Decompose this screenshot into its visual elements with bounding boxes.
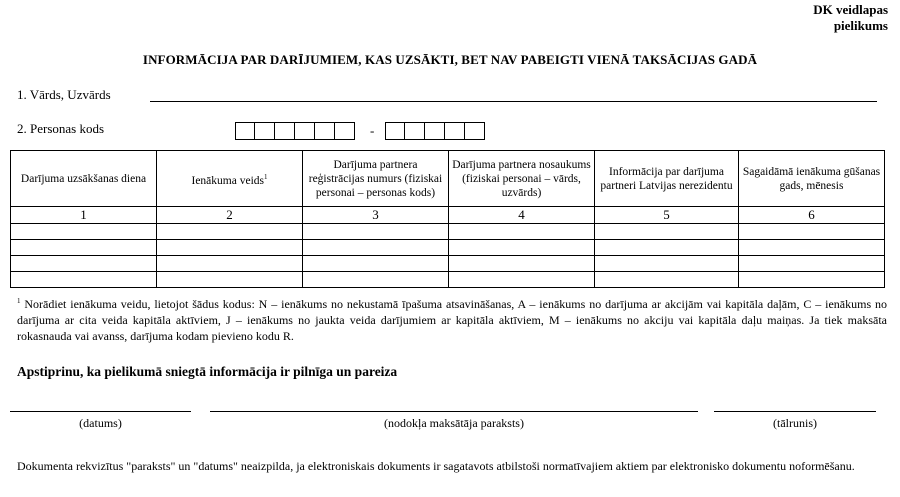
header-income-type xyxy=(157,151,303,207)
code-cell[interactable] xyxy=(235,122,255,140)
table-cell[interactable] xyxy=(157,272,303,288)
table-cell[interactable] xyxy=(595,272,739,288)
code-cell[interactable] xyxy=(465,122,485,140)
table-cell[interactable] xyxy=(11,240,157,256)
col-number: 2 xyxy=(157,207,303,224)
code-separator: - xyxy=(370,123,375,138)
table-cell[interactable] xyxy=(303,272,449,288)
header-footnote-mark: 1 xyxy=(264,172,268,181)
signature-line[interactable] xyxy=(210,411,698,412)
page-title: INFORMĀCIJA PAR DARĪJUMIEM, KAS UZSĀKTI, BET NAV PABEIGTI VIENĀ TAKSĀCIJAS GADĀ xyxy=(142,52,758,67)
footnote-mark: 1 xyxy=(17,297,21,305)
signature-label: (nodokļa maksātāja paraksts) xyxy=(384,416,524,430)
table-row xyxy=(11,240,885,256)
table-cell[interactable] xyxy=(303,224,449,240)
table-cell[interactable] xyxy=(11,272,157,288)
table-cell[interactable] xyxy=(449,272,595,288)
table-cell[interactable] xyxy=(11,256,157,272)
table-cell[interactable] xyxy=(739,240,885,256)
code-cell[interactable] xyxy=(405,122,425,140)
table-cell[interactable] xyxy=(157,256,303,272)
personal-code-part1[interactable] xyxy=(235,122,355,140)
electronic-document-note: Dokumenta rekvizītus "paraksts" un "datums" neaizpilda, ja elektroniskais dokuments ir sagatavots atbilstoši normatīvajiem aktiem par elektronisko dokumentu noformēšanu. xyxy=(17,459,855,473)
table-cell[interactable] xyxy=(11,224,157,240)
name-label: 1. Vārds, Uzvārds xyxy=(17,87,111,102)
column-number-row xyxy=(11,207,885,224)
header-start-date: Darījuma uzsākšanas diena xyxy=(11,151,157,207)
code-cell[interactable] xyxy=(335,122,355,140)
phone-label: (tālrunis) xyxy=(773,416,817,430)
table-cell[interactable] xyxy=(449,240,595,256)
table-cell[interactable] xyxy=(595,224,739,240)
table-cell[interactable] xyxy=(739,256,885,272)
col-number: 6 xyxy=(739,207,885,224)
footnote-text: Norādiet ienākuma veidu, lietojot šādus kodus: N – ienākums no nekustamā īpašuma atsavināšanas, A – ienākums no darījuma ar akcijām vai kapitāla daļām, C – ienākums no darījuma ar cita veida kapitāla aktīviem, J – ienākums no jaukta veida darījumiem ar kapitāla aktīviem, M – ienākums no akciju vai kapitāla daļu maiņas. Ja tiek maksāta rokasnauda vai avanss, darījuma kodam pievieno kodu R. xyxy=(17,297,887,343)
table-cell[interactable] xyxy=(303,256,449,272)
table-cell[interactable] xyxy=(157,240,303,256)
header-expected-income-period: Sagaidāmā ienākuma gūšanas gads, mēnesis xyxy=(739,151,885,207)
name-input-line[interactable] xyxy=(150,101,877,102)
table-row xyxy=(11,224,885,240)
code-cell[interactable] xyxy=(315,122,335,140)
personal-code-label: 2. Personas kods xyxy=(17,121,105,136)
col-number: 1 xyxy=(11,207,157,224)
table-header-row xyxy=(11,151,885,207)
header-partner-name: Darījuma partnera nosaukums (fiziskai personai – vārds, uzvārds) xyxy=(449,151,595,207)
table-cell[interactable] xyxy=(449,224,595,240)
code-cell[interactable] xyxy=(385,122,405,140)
table-cell[interactable] xyxy=(303,240,449,256)
table-cell[interactable] xyxy=(157,224,303,240)
header-income-type-text: Ienākuma veids xyxy=(191,174,264,187)
confirmation-statement: Apstiprinu, ka pielikumā sniegtā informācija ir pilnīga un pareiza xyxy=(17,364,398,379)
form-id-line2: pielikums xyxy=(833,18,888,33)
table-cell[interactable] xyxy=(449,256,595,272)
code-cell[interactable] xyxy=(275,122,295,140)
col-number: 3 xyxy=(303,207,449,224)
header-partner-nonresident: Informācija par darījuma partneri Latvijas nerezidentu xyxy=(595,151,739,207)
footnote xyxy=(17,293,887,344)
table-row xyxy=(11,256,885,272)
form-identifier xyxy=(813,2,888,34)
table-cell[interactable] xyxy=(595,256,739,272)
phone-line[interactable] xyxy=(714,411,876,412)
code-cell[interactable] xyxy=(255,122,275,140)
table-row xyxy=(11,272,885,288)
table-cell[interactable] xyxy=(739,272,885,288)
form-id-line1: DK veidlapas xyxy=(813,2,888,17)
date-label: (datums) xyxy=(79,416,122,430)
personal-code-part2[interactable] xyxy=(385,122,485,140)
header-partner-reg-number: Darījuma partnera reģistrācijas numurs (fiziskai personai – personas kods) xyxy=(303,151,449,207)
code-cell[interactable] xyxy=(445,122,465,140)
transactions-table xyxy=(10,150,885,288)
col-number: 5 xyxy=(595,207,739,224)
table-cell[interactable] xyxy=(739,224,885,240)
code-cell[interactable] xyxy=(295,122,315,140)
table-cell[interactable] xyxy=(595,240,739,256)
col-number: 4 xyxy=(449,207,595,224)
date-line[interactable] xyxy=(10,411,191,412)
code-cell[interactable] xyxy=(425,122,445,140)
